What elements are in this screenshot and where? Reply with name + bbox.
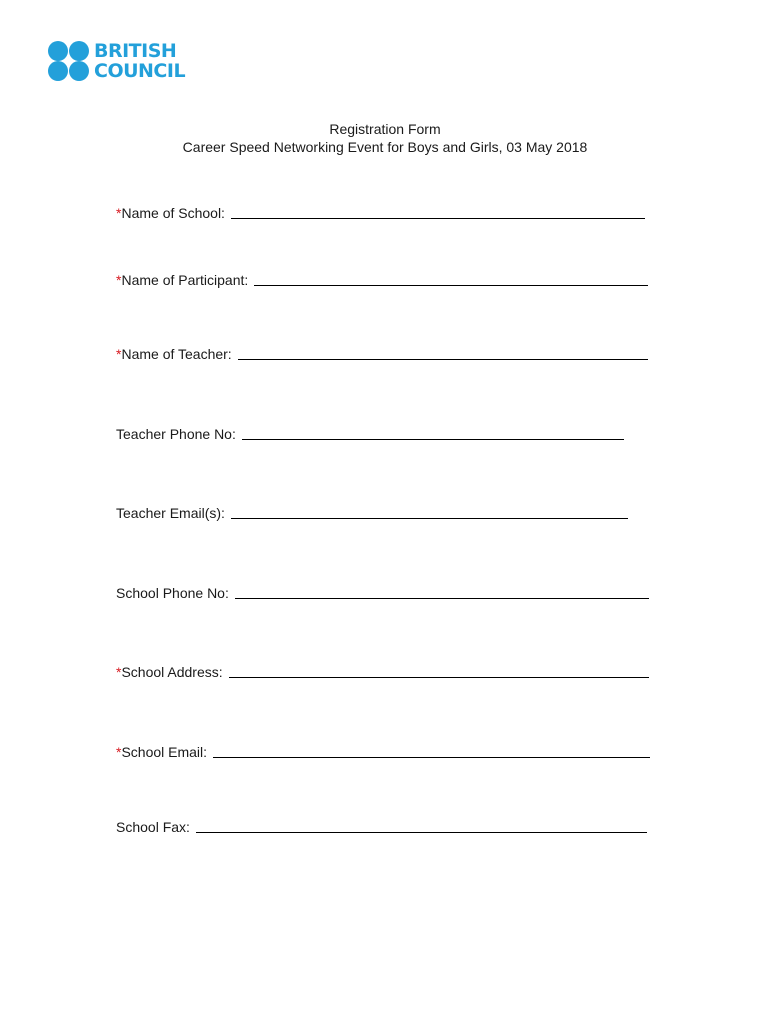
form-title: Registration Form — [329, 121, 441, 137]
fill-in-line[interactable] — [235, 597, 649, 599]
field-school-email[interactable] — [116, 740, 650, 760]
logo-line-2: COUNCIL — [94, 60, 186, 82]
required-marker: * — [116, 205, 122, 221]
fill-in-line[interactable] — [213, 756, 650, 758]
field-teacher-email[interactable] — [116, 501, 628, 521]
logo-dots-icon — [46, 40, 90, 82]
field-name-of-teacher[interactable] — [116, 342, 648, 362]
field-label: School Address: — [121, 664, 223, 680]
field-label: Teacher Email(s): — [116, 505, 225, 521]
field-label: Name of School: — [121, 205, 225, 221]
required-marker: * — [116, 664, 122, 680]
logo-line-1: BRITISH — [94, 40, 177, 62]
required-marker: * — [116, 744, 122, 760]
required-marker: * — [116, 272, 122, 288]
fill-in-line[interactable] — [231, 217, 645, 219]
field-label: School Email: — [121, 744, 208, 760]
logo-wordmark — [94, 41, 185, 81]
fill-in-line[interactable] — [229, 676, 649, 678]
fill-in-line[interactable] — [242, 438, 624, 440]
fill-in-line[interactable] — [254, 284, 648, 286]
field-name-of-participant[interactable] — [116, 268, 648, 288]
field-school-phone[interactable] — [116, 581, 649, 601]
field-name-of-school[interactable] — [116, 201, 645, 221]
fill-in-line[interactable] — [196, 831, 647, 833]
british-council-logo — [46, 38, 185, 84]
field-label: School Fax: — [116, 819, 190, 835]
field-label: School Phone No: — [116, 585, 229, 601]
field-label: Teacher Phone No: — [116, 426, 236, 442]
form-subtitle: Career Speed Networking Event for Boys and Girls, 03 May 2018 — [182, 139, 588, 155]
fill-in-line[interactable] — [231, 517, 628, 519]
required-marker: * — [116, 346, 122, 362]
fill-in-line[interactable] — [238, 358, 648, 360]
field-label: Name of Teacher: — [121, 346, 232, 362]
field-teacher-phone[interactable] — [116, 422, 624, 442]
field-label: Name of Participant: — [121, 272, 249, 288]
field-school-address[interactable] — [116, 660, 649, 680]
field-school-fax[interactable] — [116, 815, 647, 835]
